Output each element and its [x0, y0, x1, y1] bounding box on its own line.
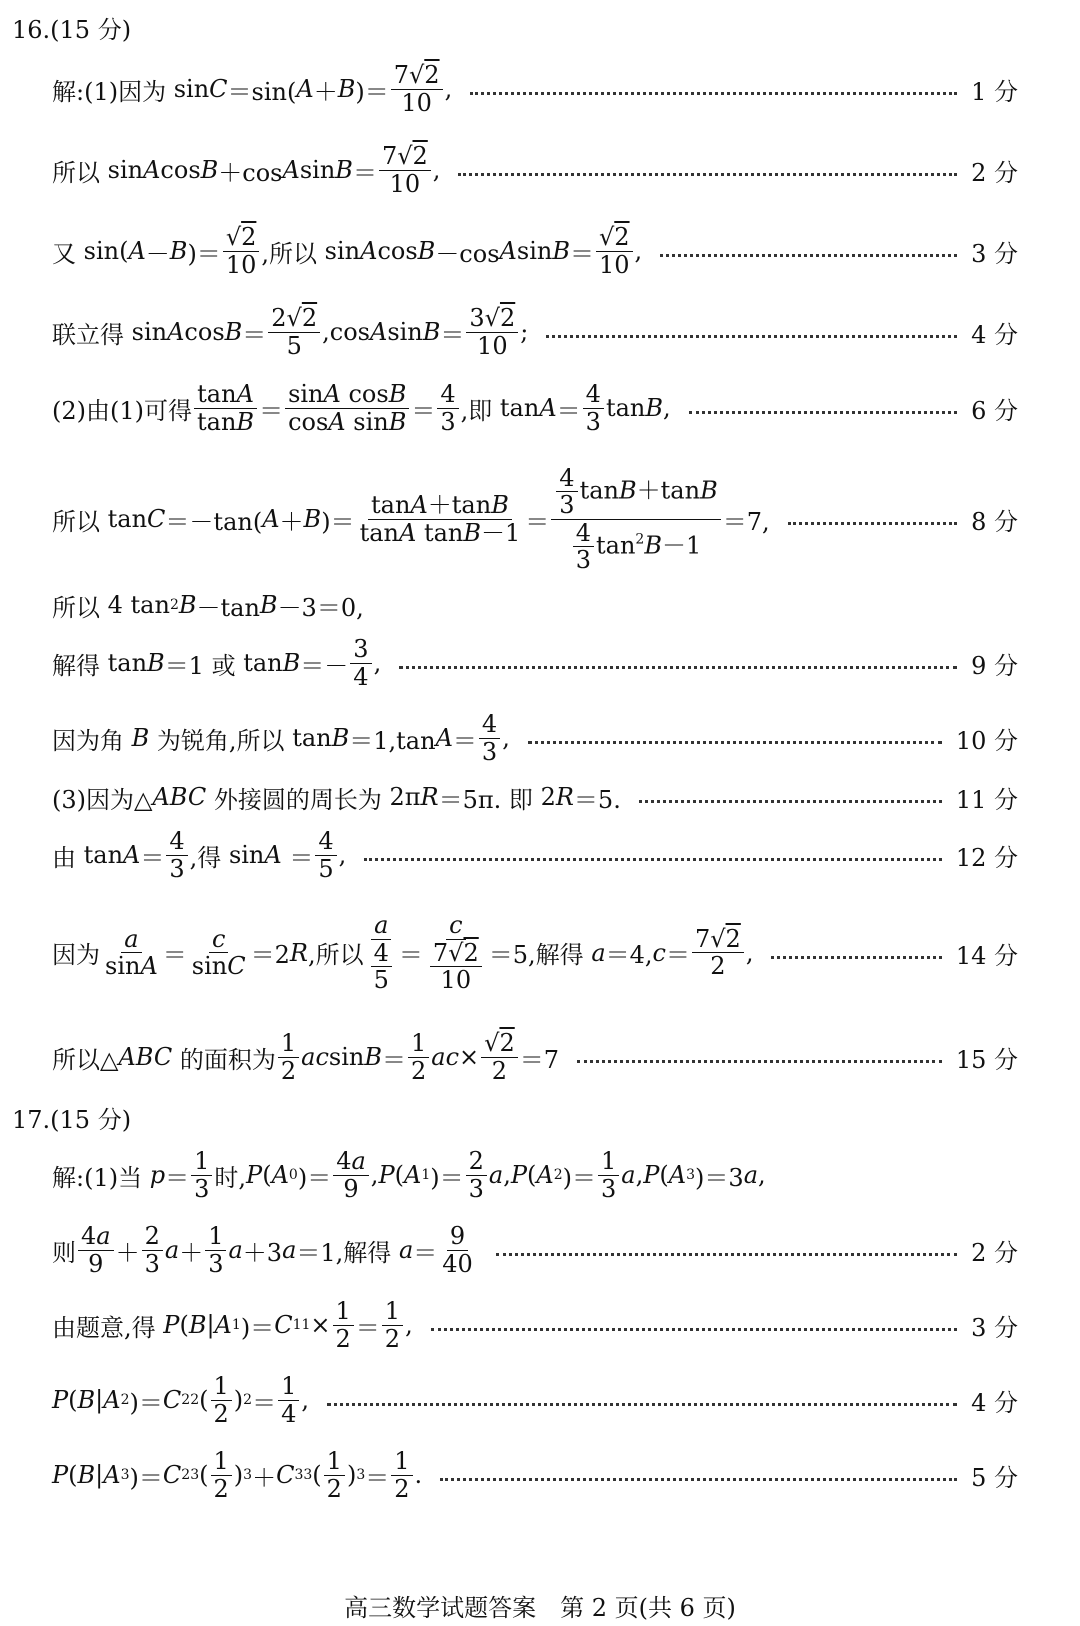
solution-line: 则 $\frac{4a}{9}$ ＋ $\frac{2}{3}$ a ＋ $\frac{1}{3}$ a ＋3 a ＝1 ,解得 a ＝ $\frac{9}{40}$ 2 分: [52, 1222, 1018, 1278]
leader-dots: [577, 1060, 942, 1063]
score: 2 分: [971, 1238, 1018, 1267]
score: 11 分: [955, 785, 1018, 814]
solution-line: 所以 sin A cos B ＋cos A sin B ＝ $\frac{7√2}{10}$ , 2 分: [52, 142, 1018, 198]
solution-line: 因为 $\frac{a}{\sin A}$ ＝ $\frac{c}{\sin C}$ ＝2 R ,所以 $\frac{a}{\frac{4}{5}}$ ＝ $\frac{c}{\frac{7√2}{10}}$ ＝5 ,解得 a ＝4, c ＝ $\frac{7√2}{2}$ , 14 分: [52, 911, 1018, 995]
score: 4 分: [971, 1388, 1018, 1417]
leader-dots: [440, 1478, 957, 1481]
score: 3 分: [971, 239, 1018, 268]
q16-header: 16.(15 分): [12, 16, 132, 44]
leader-dots: [771, 956, 941, 959]
leader-dots: [660, 254, 957, 257]
leader-dots: [788, 522, 957, 525]
leader-dots: [458, 173, 957, 176]
solution-line: 所以 4 tan 2 B －tan B －3＝0,: [52, 591, 364, 622]
leader-dots: [470, 92, 957, 95]
solution-line: 解:(1)因为 sin C ＝sin( A ＋ B )＝ $\frac{7√2}{10}$ , 1 分: [52, 61, 1018, 117]
score: 10 分: [955, 726, 1018, 755]
leader-dots: [639, 800, 942, 803]
solution-line: 由题意,得 P ( B | A 1 )＝ C 1 1 × $\frac{1}{2}$ ＝ $\frac{1}{2}$ , 3 分: [52, 1297, 1018, 1353]
solution-line: P ( B | A 3 )＝ C 2 3 ( $\frac{1}{2}$ ) 3 ＋ C 3 3 ( $\frac{1}{2}$ ) 3 ＝ $\frac{1}{2}$ . 5 分: [52, 1447, 1018, 1503]
leader-dots: [496, 1253, 957, 1256]
score: 5 分: [971, 1463, 1018, 1492]
leader-dots: [399, 666, 957, 669]
solution-line: P ( B | A 2 )＝ C 2 2 ( $\frac{1}{2}$ ) 2 ＝ $\frac{1}{4}$ , 4 分: [52, 1372, 1018, 1428]
score: 15 分: [955, 1045, 1018, 1074]
leader-dots: [327, 1403, 957, 1406]
solution-line: 因为角 B 为锐角,所以 tan B ＝1,tan A ＝ $\frac{4}{3}$ , 10 分: [52, 710, 1018, 766]
solution-line: 联立得 sin A cos B ＝ $\frac{2√2}{5}$ ,cos A sin B ＝ $\frac{3√2}{10}$ ; 4 分: [52, 304, 1018, 360]
page-footer: 高三数学试题答案 第 2 页(共 6 页): [344, 1594, 736, 1622]
solution-line: 所以 tan C ＝－tan( A ＋ B )＝ $\frac{\tan A+\tan B}{\text{tanA tanB－1}}$ ＝ $\frac{4}{3}$ tanB＋tanB $\frac{4}{3}$ $\tan^2B-1$ ＝7, 8 分: [52, 463, 1018, 574]
score: 9 分: [971, 651, 1018, 680]
leader-dots: [364, 858, 942, 861]
score: 3 分: [971, 1313, 1018, 1342]
score: 6 分: [971, 396, 1018, 425]
solution-line: (3)因为△ ABC 外接圆的周长为 2π R ＝5π . 即 2 R ＝5. 11 分: [52, 762, 1018, 832]
solution-line: 又 sin( A － B )＝ $\frac{√2}{10}$ ,所以 sin A cos B －cos A sin B ＝ $\frac{√2}{10}$ , 3 分: [52, 223, 1018, 279]
leader-dots: [689, 411, 957, 414]
score: 12 分: [955, 843, 1018, 872]
solution-line: 所以△ ABC 的面积为 $\frac{1}{2}$ ac sin B ＝ $\frac{1}{2}$ ac × $\frac{√2}{2}$ ＝7 15 分: [52, 1029, 1018, 1085]
score: 8 分: [971, 507, 1018, 536]
q17-header: 17.(15 分): [12, 1106, 132, 1134]
score: 4 分: [971, 320, 1018, 349]
score: 1 分: [971, 77, 1018, 106]
solution-line: 解:(1)当 p ＝ $\frac{1}{3}$ 时, P ( A 0 )＝ $\frac{4a}{9}$ , P ( A 1 )＝ $\frac{2}{3}$ a , P ( A 2 )＝ $\frac{1}{3}$ a , P ( A 3 )＝3 a ,: [52, 1147, 766, 1203]
solution-line: (2)由(1)可得 $\frac{\tan A}{\tan B}$ ＝ $\frac{\text{sinA cosB}}{\text{cosA sinB}}$ ＝ $\frac{4}{3}$ ,即 tan A ＝ $\frac{4}{3}$ tan B , 6 分: [52, 380, 1018, 436]
solution-line: 由 tan A ＝ $\frac{4}{3}$ ,得 sin A ＝ $\frac{4}{5}$ , 12 分: [52, 827, 1018, 883]
solution-line: 解得 tan B ＝1 或 tan B ＝－ $\frac{3}{4}$ , 9 分: [52, 635, 1018, 691]
leader-dots: [431, 1328, 957, 1331]
leader-dots: [546, 335, 957, 338]
score: 2 分: [971, 158, 1018, 187]
score: 14 分: [955, 941, 1018, 970]
leader-dots: [528, 741, 942, 744]
